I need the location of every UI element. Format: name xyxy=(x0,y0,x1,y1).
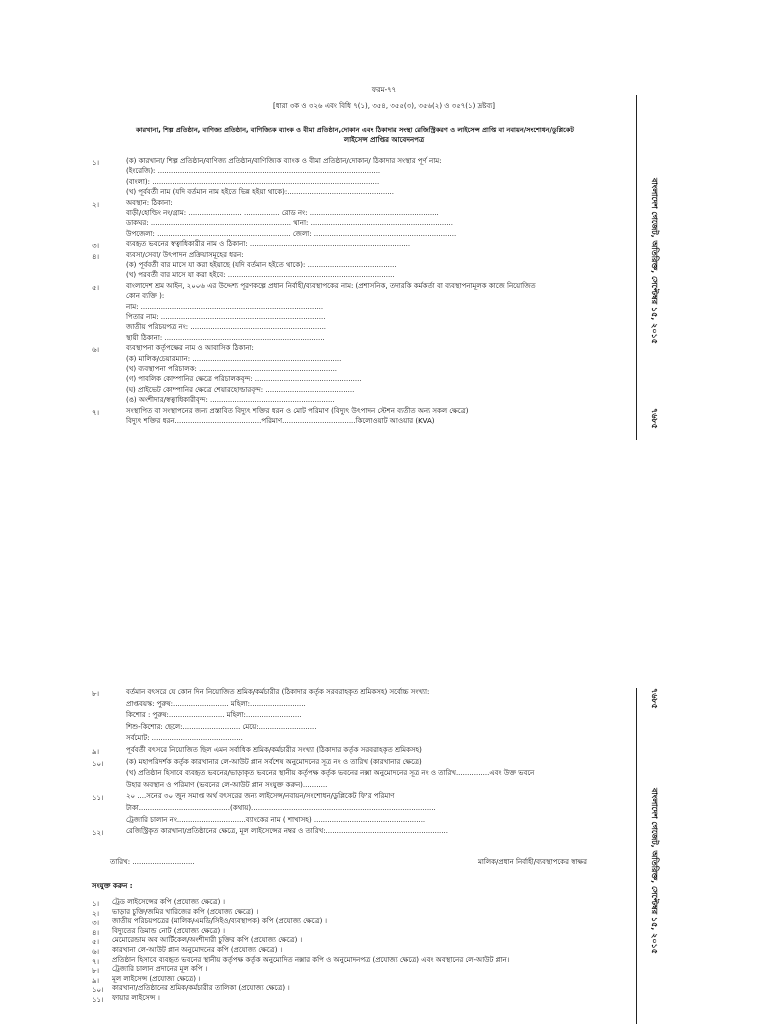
form-line: (খ) প্রতিষ্ঠান হিসাবে ব্যবহৃত ভবনের/ভাড়াকৃত ভবনের স্থানীয় কর্তৃপক্ষ কর্তৃক ভবনের নক্সা অনুমোদনের সূত্র নং ও তারিখ...............এবং উক্ত ভবনে xyxy=(126,769,535,778)
form-line: রেজিস্ট্রিকৃত কারখানা/প্রতিষ্ঠানের ক্ষেত্রে, মূল লাইসেন্সের নম্বর ও তারিখ:....................................................... xyxy=(126,827,448,836)
item-number: ৯। xyxy=(92,976,100,985)
form-line: বাংলাদেশ শ্রম আইন, ২০০৬ এর উদ্দেশ্য পূরণকল্পে প্রধান নির্বাহী/ব্যবস্থাপকের নাম: (প্রশাসনিক, তদারকি কর্মকর্তা বা ব্যবস্থাপনামূলক কাজে নিয়োজিত xyxy=(126,281,536,290)
form-line: নাম: .................................................................................. xyxy=(126,302,324,311)
form-line: ফায়ার লাইসেন্স । xyxy=(112,994,160,1002)
form-line: বিদ্যুৎ শক্তির ধরন.......................................পরিমাণ.................................কিলোওয়াট আওয়ার (KVA) xyxy=(126,417,435,425)
form-rule-reference: [ধারা ৩ক ও ৩২৬ এবং বিধি ৭(১), ৩৫৪, ৩৫৫(৩), ৩৫৬(২) ও ৩৫৭(১) দ্রষ্টব্য] xyxy=(272,102,496,110)
item-number: ৮। xyxy=(92,690,100,698)
form-line: প্রতিষ্ঠান হিসাবে ব্যবহৃত ভবনের স্থানীয় কর্তৃপক্ষ কর্তৃক অনুমোদিত নক্সার কপি ও অনুমোদনপত্র (প্রযোজ্য ক্ষেত্রে) এবং অবস্থানের লে-আউট প্লান। xyxy=(112,955,510,964)
form-line: অবস্থান: ঠিকানা: xyxy=(126,198,173,207)
form-line: ট্রেজারি চালান প্রদানের মূল কপি । xyxy=(112,965,208,974)
date-field: তারিখ: ............................ xyxy=(110,858,195,866)
item-number: ১১। xyxy=(92,794,104,803)
form-line: ব্যবস্থাপনা কর্তৃপক্ষের নাম ও আবাসিক ঠিকানা: xyxy=(126,344,254,353)
item-number: ৫। xyxy=(92,283,100,292)
item-number: ৬। xyxy=(92,948,100,956)
page-number: ৭৬৮৫ xyxy=(650,408,659,429)
form-line: মেমোরেন্ডাম অব আর্টিকেল/অংশীদারী চুক্তির কপি (প্রযোজ্য ক্ষেত্রে) । xyxy=(112,936,303,945)
form-line: পূর্ববর্তী বৎসরে নিয়োজিত ছিল এমন সর্বাধিক শ্রমিক/কর্মচারীর সংখ্যা (ঠিকাদার কর্তৃক সরবরাহকৃত শ্রমিকসহ) xyxy=(126,746,422,754)
form-line: প্রাপ্তবয়স্ক: পুরুষ:......................... মহিলা:......................... xyxy=(126,699,306,708)
form-line: কোন ব্যক্তি ): xyxy=(126,292,165,301)
form-line: ২০ ....সনের ৩০ জুন সমাপ্ত অর্থ বৎসরের জন্য লাইসেন্স/নবায়ন/সংশোধন/ডুপ্লিকেট ফি'র পরিমাণ xyxy=(126,792,395,801)
item-number: ১০। xyxy=(92,759,104,768)
form-line: (বাংলা): ...................................................................................................... xyxy=(126,177,380,186)
form-heading-line-2: লাইসেন্স প্রাপ্তির আবেদনপত্র xyxy=(343,136,425,144)
form-line: ডাকঘর: ............................................................... থানা: ................................................................ xyxy=(126,219,454,228)
form-title: ফরম-৭৭ xyxy=(371,86,397,94)
attachments-heading: সংযুক্ত করুন : xyxy=(92,882,133,890)
item-number: ৬। xyxy=(92,346,100,355)
form-line: কারখানা/প্রতিষ্ঠানের শ্রমিক/কর্মচারীর তালিকা (প্রযোজ্য ক্ষেত্রে) । xyxy=(112,984,290,993)
form-line: (খ) ব্যবস্থাপনা পরিচালক: .............................................................. xyxy=(126,365,338,373)
item-number: ৭। xyxy=(92,957,100,966)
signature-label: মালিক/প্রধান নির্বাহী/ব্যবস্থাপকের স্বাক্ষর xyxy=(478,858,587,866)
form-line: ভাড়ার চুক্তি/জমির খারিজের কপি (প্রযোজ্য ক্ষেত্রে) । xyxy=(112,907,259,916)
form-line: (ক) মহাপরিদর্শক কর্তৃক কারখানার লে-আউট প্লান সর্বশেষ অনুমোদনের সূত্র নং ও তারিখ (কারখানার ক্ষেত্রে) xyxy=(126,757,422,766)
form-line: (ঙ) অংশীদার/স্বত্বাধিকারীবৃন্দ: ........................................................ xyxy=(126,396,335,405)
form-line: (ক) কারখানা/ শিল্প প্রতিষ্ঠান/বাণিজ্য প্রতিষ্ঠান/বাণিজ্যিক ব্যাংক ও বীমা প্রতিষ্ঠান/দোকান/ ঠিকাদার সংস্থার পূর্ণ নাম: xyxy=(126,157,442,165)
form-line: (খ) পরবর্তী বার মাসে যা করা হইবে: ........................................................................... xyxy=(126,271,395,280)
form-line: (খ) পূর্ববর্তী নাম (যদি বর্তমান নাম হইতে ভিন্ন হইয়া থাকে):................................................ xyxy=(126,188,394,197)
form-line: শিশু-কিশোর: ছেলে:.......................... মেয়ে:.......................... xyxy=(126,722,317,731)
form-line: ব্যবসা/সেবা/ উৎপাদন প্রক্রিয়াসমূহের ধরন: xyxy=(126,250,244,259)
item-number: ৭। xyxy=(92,408,100,417)
form-line: জাতীয় পরিচয়পত্রের (মালিক/এমডি/সিইও/ব্যবস্থাপক) কপি (প্রযোজ্য ক্ষেত্রে) । xyxy=(112,917,328,926)
item-number: ১০। xyxy=(92,986,104,995)
form-line: জাতীয় পরিচয়পত্র নং: ............................................................. xyxy=(126,323,327,332)
form-line: স্থায়ী ঠিকানা: ........................................................................ xyxy=(126,333,325,342)
item-number: ৪। xyxy=(92,252,100,261)
item-number: ৫। xyxy=(92,938,100,947)
form-line: বর্তমান বৎসরে যে কোন দিন নিয়োজিত শ্রমিক/কর্মচারীর (ঠিকাদার কর্তৃক সরবরাহকৃত শ্রমিকসহ) সর্বোচ্চ সংখ্যা: xyxy=(126,688,430,696)
item-number: ১। xyxy=(92,900,100,908)
form-line: (গ) পাবলিক কোম্পানির ক্ষেত্রে পরিচালকবৃন্দ: ................................................ xyxy=(126,375,362,384)
page-number: ৭৬৮৫ xyxy=(650,688,659,709)
item-number: ২। xyxy=(92,200,100,209)
form-heading-line-1: কারখানা, শিল্প প্রতিষ্ঠান, বাণিজ্য প্রতিষ্ঠান, বাণিজ্যিক ব্যাংক ও বীমা প্রতিষ্ঠান,দোকান এবং ঠিকাদার সংস্থা রেজিস্ট্রিকরণ ও লাইসেন্স প্রাপ্তি বা নবায়ন/সংশোধন/ডুপ্লিকেট xyxy=(136,126,574,134)
form-line: কিশোর : পুরুষ:......................... মহিলা:......................... xyxy=(126,711,302,720)
item-number: ৯। xyxy=(92,748,100,756)
form-line: সর্বমোট: ......................................... xyxy=(126,734,243,743)
form-line: উহার অবস্থান ও পরিমাণ (ভবনের লে-আউট প্লান সংযুক্ত করুন)........... xyxy=(126,780,328,789)
form-line: মূল লাইসেন্স (প্রযোজ্য ক্ষেত্রে) । xyxy=(112,974,201,983)
form-line: সংস্থাপিত বা সংস্থাপনের জন্য প্রস্তাবিত বিদ্যুৎ শক্তির ধরন ও মোট পরিমাণ (বিদ্যুৎ উৎপাদন স্টেশন ব্যতীত অন্য সকল ক্ষেত্রে) xyxy=(126,406,469,415)
item-number: ১। xyxy=(92,159,100,167)
top-page xyxy=(0,0,768,450)
form-line: বাড়ী/হোল্ডিং নং/গ্রাম: ........................ ................ রোড নং: .......................................................... xyxy=(126,209,439,217)
gazette-side-text: বাংলাদেশ গেজেট, অতিরিক্ত, সেপ্টেম্বর ১৫, ২০১৫ xyxy=(650,178,659,344)
item-number: ১১। xyxy=(92,996,104,1004)
gazette-side-text: বাংলাদেশ গেজেট, অতিরিক্ত, সেপ্টেম্বর ১৫, ২০১৫ xyxy=(650,788,659,954)
item-number: ৩। xyxy=(92,242,100,251)
form-line: (ঘ) প্রাইভেট কোম্পানির ক্ষেত্রে শেয়ারহোল্ডারবৃন্দ: ........................................ xyxy=(126,385,355,394)
form-line: ট্রেজারি চালান নং...............................ব্যাংকের নাম ( শাখাসহ) .................................................. xyxy=(126,815,426,824)
form-line: বিদ্যুতের ডিমান্ড নোট (প্রযোজ্য ক্ষেত্রে) । xyxy=(112,926,225,935)
form-line: টাকা.........................................(কথায়)................................................................................... xyxy=(126,804,436,812)
form-line: উপজেলা: ............................................................ জেলা: ................................................................ xyxy=(126,229,457,238)
form-line: (ক) পূর্ববর্তী বার মাসে যা করা হইয়াছে (যদি বর্তমান হইতে থাকে): ........................................ xyxy=(126,261,397,269)
form-line: পিতার নাম: .......................................................................... xyxy=(126,313,326,321)
margin-rule xyxy=(636,688,637,1024)
form-line: (ক) মালিক/চেয়ারম্যান: ................................................................... xyxy=(126,354,342,363)
form-line: ব্যবহৃত ভবনের স্বত্বাধিকারীর নাম ও ঠিকানা: ........................................................................ xyxy=(126,240,411,249)
item-number: ৮। xyxy=(92,967,100,976)
form-line: ট্রেড লাইসেন্সের কপি (প্রযোজ্য ক্ষেত্রে) । xyxy=(112,898,226,906)
item-number: ৪। xyxy=(92,928,100,937)
bottom-page xyxy=(0,680,768,1024)
item-number: ৩। xyxy=(92,919,100,928)
item-number: ২। xyxy=(92,909,100,918)
item-number: ১২। xyxy=(92,829,104,838)
margin-rule xyxy=(636,95,637,440)
form-line: (ইংরেজি): .................................................................................................... xyxy=(126,167,381,176)
form-line: কারখানা লে-আউট প্লান অনুমোদনের কপি (প্রযোজ্য ক্ষেত্রে) । xyxy=(112,946,283,954)
